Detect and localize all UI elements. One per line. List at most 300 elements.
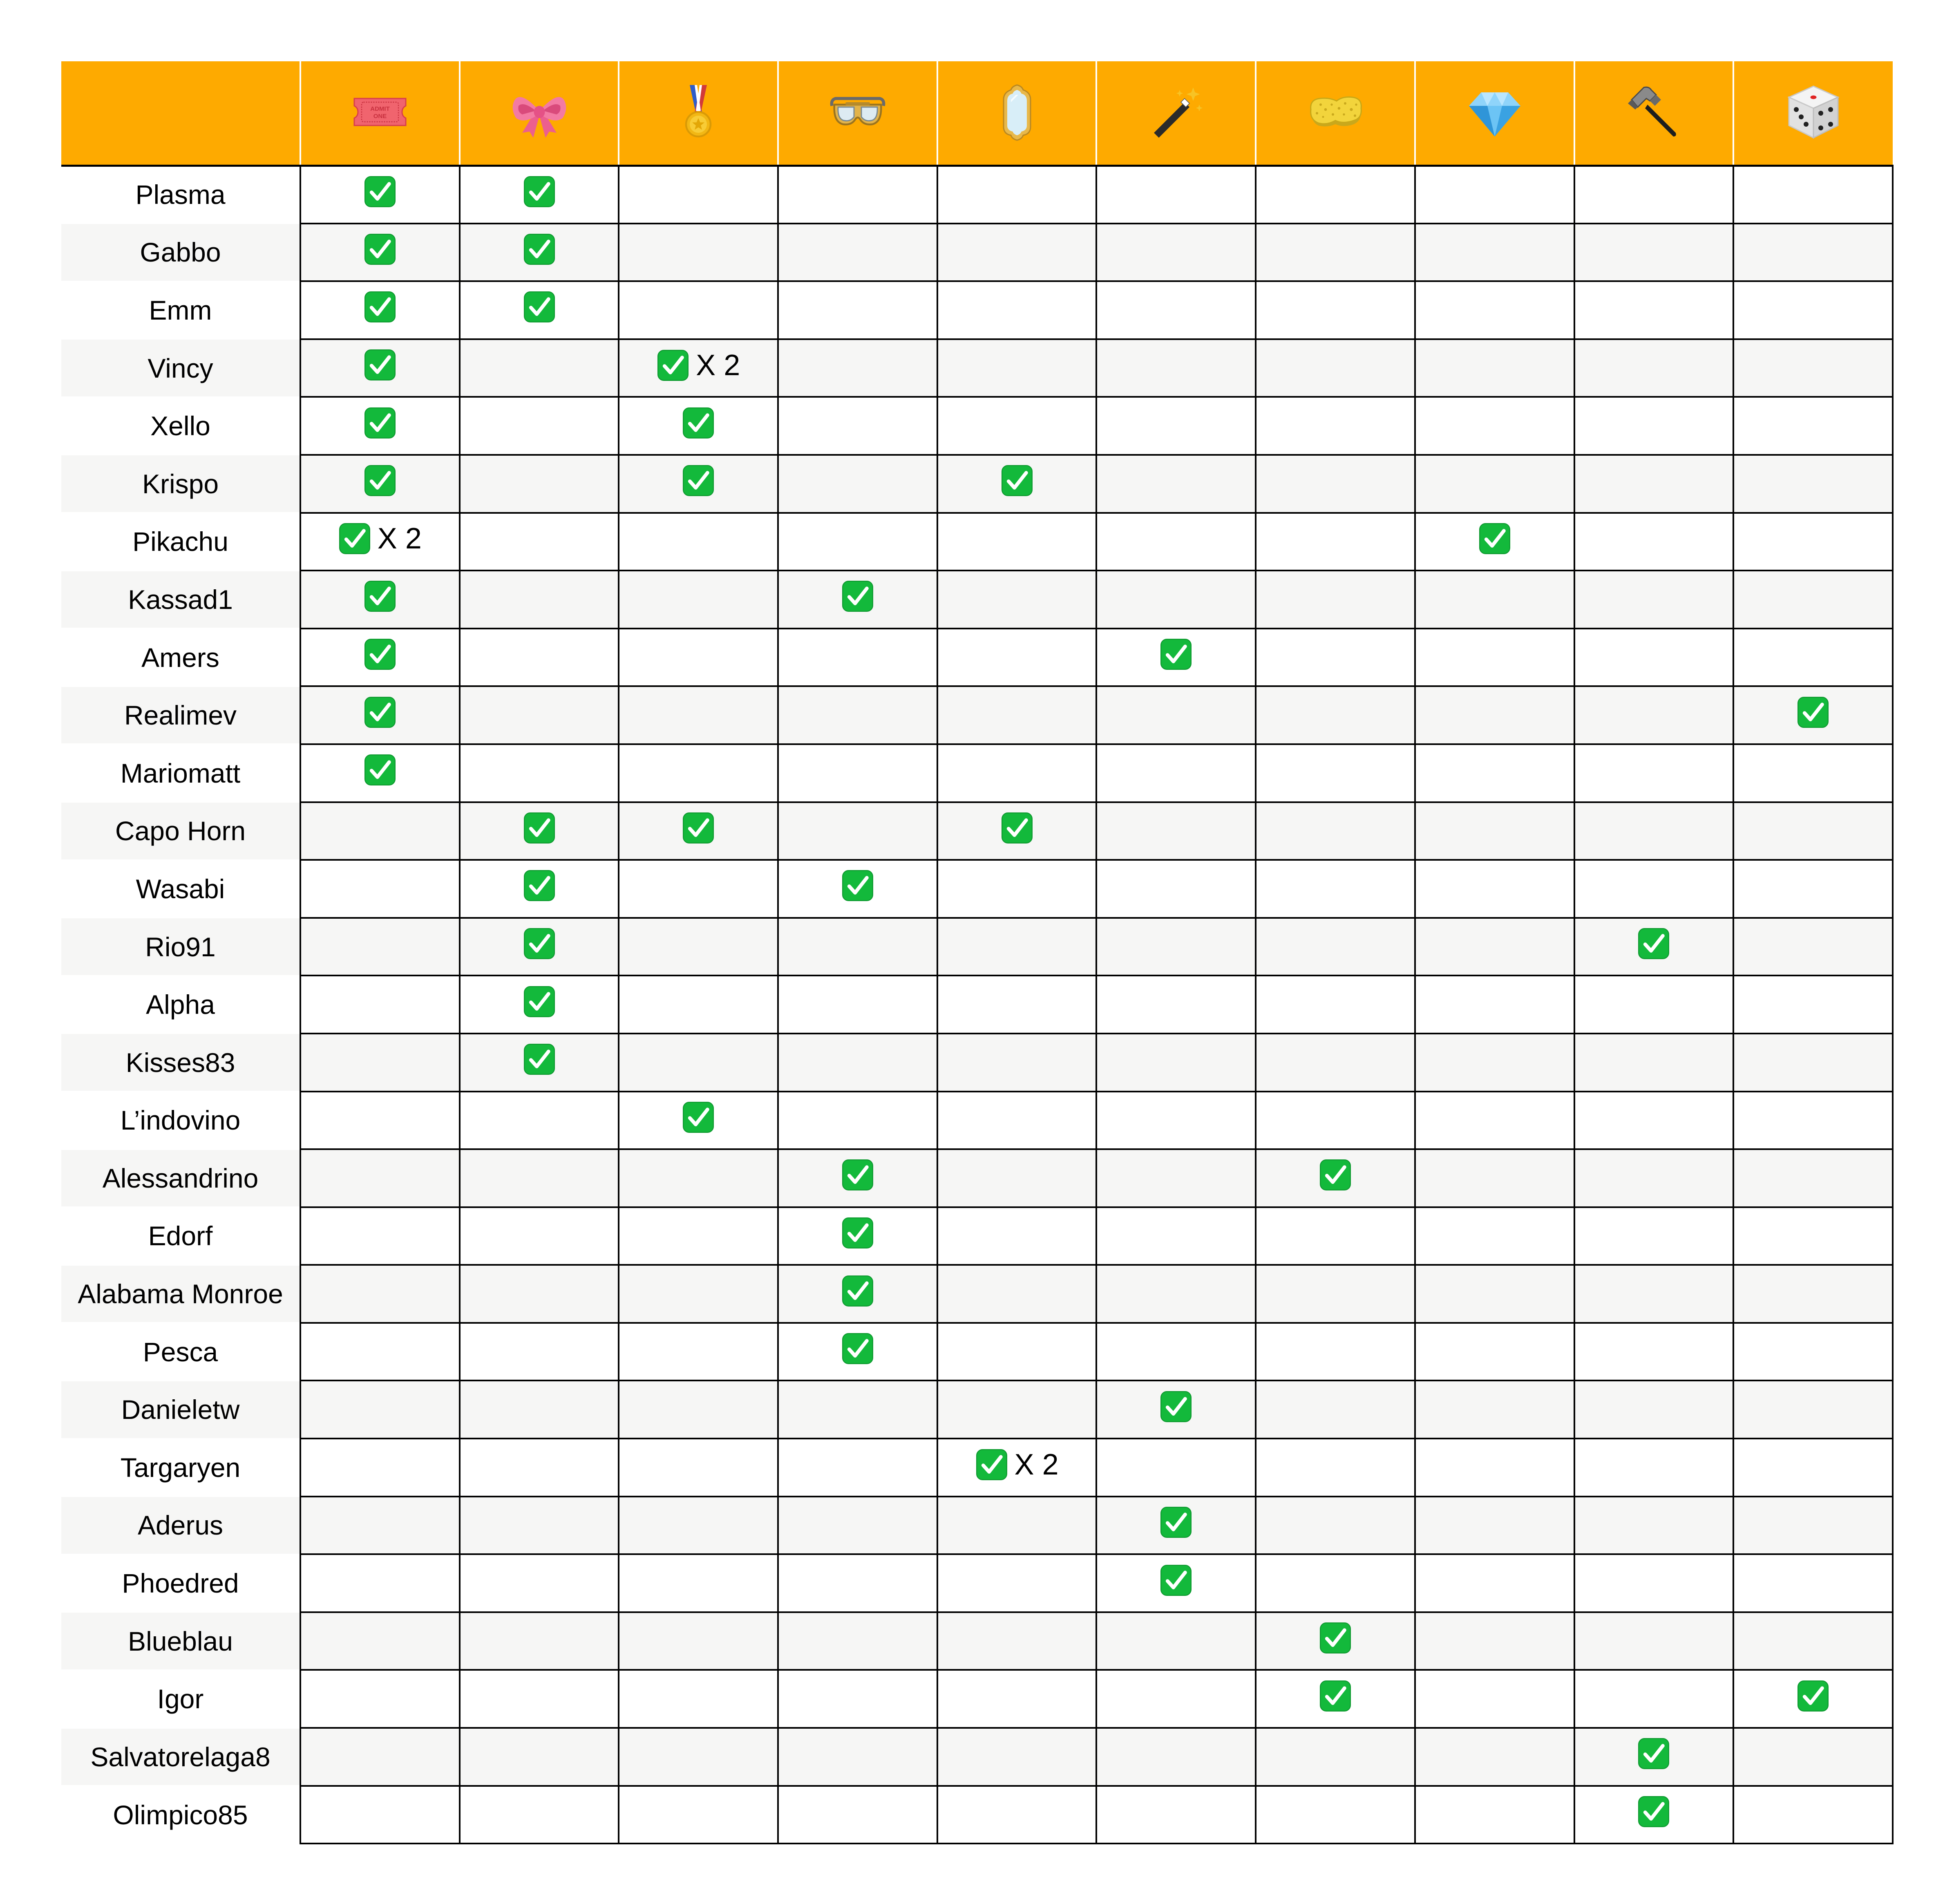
cell-ribbon <box>460 397 619 455</box>
check-mark-group <box>841 1275 874 1307</box>
cell-medal <box>619 860 778 918</box>
cell-wand <box>1096 1380 1256 1439</box>
header-corner-cell <box>61 61 300 166</box>
cell-medal <box>619 918 778 976</box>
check-mark-icon <box>657 349 689 382</box>
cell-medal <box>619 1034 778 1092</box>
cell-wand <box>1096 1612 1256 1670</box>
check-mark-icon <box>523 985 556 1018</box>
cell-die <box>1733 802 1893 860</box>
check-mark-icon <box>364 291 396 323</box>
cell-sponge <box>1256 918 1415 976</box>
check-mark-icon <box>1319 1622 1352 1654</box>
cell-die <box>1733 571 1893 629</box>
cell-gem <box>1415 1728 1574 1786</box>
cell-mirror <box>937 166 1097 224</box>
table-row <box>61 513 1893 571</box>
check-mark-icon <box>1001 464 1033 497</box>
cell-hammer <box>1574 686 1734 744</box>
check-mark-icon <box>1160 638 1192 671</box>
admit-one-ticket-icon <box>349 81 411 143</box>
cell-wand <box>1096 918 1256 976</box>
check-mark-icon <box>682 464 715 497</box>
cell-medal <box>619 397 778 455</box>
check-mark-icon <box>682 812 715 844</box>
cell-gem <box>1415 975 1574 1034</box>
cell-wand <box>1096 629 1256 687</box>
check-mark-group <box>841 1217 874 1249</box>
multiplier-label: X 2 <box>1014 1448 1059 1481</box>
cell-medal <box>619 571 778 629</box>
cell-gem <box>1415 281 1574 339</box>
table-row <box>61 629 1893 687</box>
cell-mirror <box>937 629 1097 687</box>
cell-wand <box>1096 1497 1256 1555</box>
cell-ribbon <box>460 1728 619 1786</box>
cell-sponge <box>1256 1497 1415 1555</box>
table-row <box>61 802 1893 860</box>
cell-hammer <box>1574 513 1734 571</box>
cell-goggles <box>778 339 937 397</box>
cell-goggles <box>778 455 937 513</box>
cell-hammer <box>1574 802 1734 860</box>
participant-name-cell: Realimev <box>61 686 300 744</box>
cell-goggles <box>778 1034 937 1092</box>
check-mark-icon <box>841 1275 874 1307</box>
cell-wand <box>1096 1439 1256 1497</box>
cell-medal <box>619 1786 778 1844</box>
cell-sponge <box>1256 571 1415 629</box>
check-mark-icon <box>364 638 396 671</box>
cell-wand <box>1096 1207 1256 1265</box>
cell-wand <box>1096 166 1256 224</box>
check-mark-icon <box>1797 696 1829 729</box>
check-mark-group <box>1319 1622 1352 1654</box>
cell-gem <box>1415 1670 1574 1728</box>
cell-goggles <box>778 1670 937 1728</box>
cell-sponge <box>1256 1728 1415 1786</box>
cell-ribbon <box>460 1612 619 1670</box>
check-mark-group <box>1160 638 1192 671</box>
cell-gem <box>1415 802 1574 860</box>
cell-wand <box>1096 1554 1256 1612</box>
check-mark-icon <box>1797 1680 1829 1712</box>
cell-goggles <box>778 1207 937 1265</box>
participant-name-cell: L’indovino <box>61 1092 300 1150</box>
cell-ticket <box>300 1265 460 1323</box>
cell-medal <box>619 1554 778 1612</box>
cell-hammer <box>1574 571 1734 629</box>
table-body <box>61 166 1893 1844</box>
cell-gem <box>1415 1786 1574 1844</box>
check-mark-group <box>523 927 556 960</box>
check-mark-group <box>682 407 715 439</box>
table-row <box>61 1439 1893 1497</box>
cell-ticket <box>300 1207 460 1265</box>
cell-hammer <box>1574 975 1734 1034</box>
cell-ticket <box>300 397 460 455</box>
table-row <box>61 918 1893 976</box>
cell-mirror <box>937 1265 1097 1323</box>
multiplier-label: X 2 <box>377 522 422 555</box>
cell-ribbon <box>460 629 619 687</box>
column-header-goggles <box>778 61 937 166</box>
cell-medal <box>619 1265 778 1323</box>
participant-name-cell: Aderus <box>61 1497 300 1555</box>
mirror-icon <box>986 81 1048 143</box>
cell-sponge <box>1256 860 1415 918</box>
cell-ribbon <box>460 686 619 744</box>
check-mark-group <box>682 464 715 497</box>
cell-die <box>1733 975 1893 1034</box>
column-header-mirror <box>937 61 1097 166</box>
participant-name-cell: Pesca <box>61 1323 300 1381</box>
cell-ticket <box>300 1728 460 1786</box>
participant-name-cell: Danieletw <box>61 1380 300 1439</box>
check-mark-icon <box>682 1101 715 1134</box>
cell-mirror <box>937 1149 1097 1207</box>
cell-die <box>1733 1497 1893 1555</box>
cell-goggles <box>778 397 937 455</box>
cell-mirror <box>937 513 1097 571</box>
cell-goggles <box>778 1149 937 1207</box>
cell-mirror <box>937 1670 1097 1728</box>
cell-wand <box>1096 571 1256 629</box>
cell-mirror <box>937 975 1097 1034</box>
check-mark-group <box>523 1043 556 1076</box>
cell-gem <box>1415 571 1574 629</box>
cell-sponge <box>1256 1323 1415 1381</box>
cell-wand <box>1096 455 1256 513</box>
table-row <box>61 455 1893 513</box>
cell-hammer <box>1574 918 1734 976</box>
cell-goggles <box>778 1323 937 1381</box>
cell-mirror <box>937 1439 1097 1497</box>
cell-wand <box>1096 397 1256 455</box>
cell-die <box>1733 1323 1893 1381</box>
cell-sponge <box>1256 1207 1415 1265</box>
table-row <box>61 224 1893 282</box>
check-mark-icon <box>523 175 556 208</box>
cell-ticket <box>300 1092 460 1150</box>
cell-ticket <box>300 918 460 976</box>
cell-ribbon <box>460 1149 619 1207</box>
check-mark-icon <box>1160 1390 1192 1423</box>
cell-medal <box>619 975 778 1034</box>
cell-mirror <box>937 1092 1097 1150</box>
check-mark-group <box>1319 1680 1352 1712</box>
cell-medal <box>619 1497 778 1555</box>
check-mark-icon <box>364 580 396 613</box>
cell-ribbon <box>460 1670 619 1728</box>
check-mark-group <box>682 1101 715 1134</box>
cell-wand <box>1096 1670 1256 1728</box>
check-mark-icon <box>1319 1159 1352 1191</box>
check-mark-icon <box>523 233 556 266</box>
check-mark-group <box>657 349 740 382</box>
cell-hammer <box>1574 860 1734 918</box>
cell-mirror <box>937 744 1097 802</box>
cell-sponge <box>1256 975 1415 1034</box>
cell-wand <box>1096 281 1256 339</box>
cell-gem <box>1415 1149 1574 1207</box>
check-mark-group <box>364 638 396 671</box>
cell-die <box>1733 1439 1893 1497</box>
cell-sponge <box>1256 1265 1415 1323</box>
participant-name-cell: Kassad1 <box>61 571 300 629</box>
check-mark-icon <box>841 1217 874 1249</box>
cell-sponge <box>1256 686 1415 744</box>
check-mark-icon <box>1160 1564 1192 1597</box>
check-mark-group <box>1637 1737 1670 1770</box>
cell-goggles <box>778 918 937 976</box>
participant-name-cell: Blueblau <box>61 1612 300 1670</box>
sports-medal-icon <box>668 81 729 143</box>
cell-mirror <box>937 918 1097 976</box>
check-mark-icon <box>364 696 396 729</box>
cell-mirror <box>937 1612 1097 1670</box>
cell-ticket <box>300 1670 460 1728</box>
cell-die <box>1733 1380 1893 1439</box>
cell-sponge <box>1256 1034 1415 1092</box>
participant-name-cell: Kisses83 <box>61 1034 300 1092</box>
cell-hammer <box>1574 1207 1734 1265</box>
check-mark-icon <box>1478 522 1511 555</box>
participant-name-cell: Amers <box>61 629 300 687</box>
cell-wand <box>1096 224 1256 282</box>
check-mark-icon <box>523 869 556 902</box>
cell-gem <box>1415 1380 1574 1439</box>
header-row <box>61 61 1893 166</box>
cell-medal <box>619 455 778 513</box>
cell-wand <box>1096 1265 1256 1323</box>
participant-name-cell: Targaryen <box>61 1439 300 1497</box>
cell-hammer <box>1574 629 1734 687</box>
check-mark-icon <box>1637 1795 1670 1828</box>
participant-name-cell: Igor <box>61 1670 300 1728</box>
cell-gem <box>1415 744 1574 802</box>
cell-wand <box>1096 1149 1256 1207</box>
cell-die <box>1733 918 1893 976</box>
cell-wand <box>1096 975 1256 1034</box>
cell-ribbon <box>460 1265 619 1323</box>
check-mark-group <box>1797 1680 1829 1712</box>
cell-sponge <box>1256 1786 1415 1844</box>
check-mark-icon <box>975 1448 1008 1481</box>
cell-medal <box>619 1439 778 1497</box>
cell-ribbon <box>460 1323 619 1381</box>
table-row <box>61 166 1893 224</box>
cell-gem <box>1415 224 1574 282</box>
multiplier-label: X 2 <box>696 349 740 382</box>
check-mark-group <box>523 291 556 323</box>
cell-sponge <box>1256 166 1415 224</box>
cell-ribbon <box>460 1439 619 1497</box>
table-row <box>61 1265 1893 1323</box>
cell-ticket <box>300 802 460 860</box>
hammer-icon <box>1623 81 1684 143</box>
table-row <box>61 860 1893 918</box>
cell-ribbon <box>460 224 619 282</box>
table-row <box>61 1149 1893 1207</box>
cell-ticket <box>300 1497 460 1555</box>
cell-mirror <box>937 455 1097 513</box>
check-mark-group <box>364 233 396 266</box>
check-mark-icon <box>364 175 396 208</box>
cell-ribbon <box>460 1497 619 1555</box>
cell-hammer <box>1574 281 1734 339</box>
check-mark-group <box>364 696 396 729</box>
check-mark-icon <box>364 349 396 381</box>
cell-die <box>1733 1034 1893 1092</box>
check-mark-group <box>841 869 874 902</box>
safety-goggles-icon <box>827 81 888 143</box>
game-die-icon <box>1783 81 1844 143</box>
cell-hammer <box>1574 744 1734 802</box>
cell-die <box>1733 1149 1893 1207</box>
cell-sponge <box>1256 513 1415 571</box>
check-mark-group <box>1478 522 1511 555</box>
cell-ticket <box>300 686 460 744</box>
cell-mirror <box>937 281 1097 339</box>
cell-mirror <box>937 1554 1097 1612</box>
check-mark-icon <box>364 464 396 497</box>
participant-name-cell: Vincy <box>61 339 300 397</box>
cell-sponge <box>1256 1554 1415 1612</box>
cell-wand <box>1096 1323 1256 1381</box>
cell-ribbon <box>460 166 619 224</box>
cell-wand <box>1096 860 1256 918</box>
participant-name-cell: Wasabi <box>61 860 300 918</box>
cell-hammer <box>1574 339 1734 397</box>
cell-gem <box>1415 1497 1574 1555</box>
participant-name-cell: Salvatorelaga8 <box>61 1728 300 1786</box>
cell-ribbon <box>460 975 619 1034</box>
check-mark-group <box>841 1332 874 1365</box>
table-row <box>61 744 1893 802</box>
cell-gem <box>1415 1092 1574 1150</box>
cell-sponge <box>1256 1670 1415 1728</box>
check-mark-group <box>364 291 396 323</box>
cell-mirror <box>937 571 1097 629</box>
cell-ticket <box>300 339 460 397</box>
table-row <box>61 1497 1893 1555</box>
cell-mirror <box>937 860 1097 918</box>
cell-goggles <box>778 1265 937 1323</box>
cell-die <box>1733 1670 1893 1728</box>
cell-hammer <box>1574 1323 1734 1381</box>
check-mark-group <box>682 812 715 844</box>
check-mark-group <box>364 580 396 613</box>
column-header-ticket <box>300 61 460 166</box>
cell-ribbon <box>460 1207 619 1265</box>
check-mark-group <box>364 754 396 786</box>
cell-ticket <box>300 1612 460 1670</box>
check-mark-icon <box>523 927 556 960</box>
cell-hammer <box>1574 224 1734 282</box>
participant-name-cell: Olimpico85 <box>61 1786 300 1844</box>
cell-goggles <box>778 975 937 1034</box>
cell-ticket <box>300 166 460 224</box>
cell-die <box>1733 1786 1893 1844</box>
cell-hammer <box>1574 1670 1734 1728</box>
cell-wand <box>1096 744 1256 802</box>
table-row <box>61 281 1893 339</box>
cell-mirror <box>937 1207 1097 1265</box>
cell-ribbon <box>460 281 619 339</box>
cell-sponge <box>1256 1612 1415 1670</box>
cell-gem <box>1415 1439 1574 1497</box>
cell-hammer <box>1574 166 1734 224</box>
cell-gem <box>1415 1265 1574 1323</box>
cell-sponge <box>1256 1439 1415 1497</box>
cell-gem <box>1415 397 1574 455</box>
ticket-text-top: ADMIT <box>370 105 390 112</box>
cell-sponge <box>1256 1380 1415 1439</box>
cell-sponge <box>1256 1149 1415 1207</box>
participant-name-cell: Rio91 <box>61 918 300 976</box>
check-mark-group <box>364 407 396 439</box>
cell-gem <box>1415 339 1574 397</box>
check-mark-icon <box>841 1332 874 1365</box>
cell-wand <box>1096 1786 1256 1844</box>
cell-gem <box>1415 455 1574 513</box>
check-mark-icon <box>1001 812 1033 844</box>
check-mark-group <box>841 580 874 613</box>
check-mark-group <box>523 233 556 266</box>
cell-mirror <box>937 339 1097 397</box>
cell-goggles <box>778 1497 937 1555</box>
cell-die <box>1733 455 1893 513</box>
cell-ticket <box>300 744 460 802</box>
cell-gem <box>1415 1612 1574 1670</box>
cell-die <box>1733 629 1893 687</box>
check-mark-group <box>364 464 396 497</box>
table-row <box>61 1612 1893 1670</box>
cell-hammer <box>1574 455 1734 513</box>
cell-wand <box>1096 686 1256 744</box>
cell-hammer <box>1574 1439 1734 1497</box>
cell-mirror <box>937 1323 1097 1381</box>
cell-medal <box>619 629 778 687</box>
cell-gem <box>1415 1034 1574 1092</box>
cell-wand <box>1096 1092 1256 1150</box>
table-row <box>61 1554 1893 1612</box>
cell-die <box>1733 513 1893 571</box>
participant-name-cell: Alpha <box>61 975 300 1034</box>
check-mark-group <box>364 349 396 381</box>
cell-medal <box>619 1207 778 1265</box>
cell-wand <box>1096 513 1256 571</box>
check-mark-icon <box>1319 1680 1352 1712</box>
cell-medal <box>619 1092 778 1150</box>
sponge-icon <box>1305 81 1366 143</box>
column-header-die <box>1733 61 1893 166</box>
participant-name-cell: Krispo <box>61 455 300 513</box>
check-mark-group <box>1797 696 1829 729</box>
cell-goggles <box>778 1380 937 1439</box>
cell-mirror <box>937 397 1097 455</box>
cell-goggles <box>778 1786 937 1844</box>
table-row <box>61 571 1893 629</box>
cell-medal <box>619 802 778 860</box>
cell-medal <box>619 744 778 802</box>
participant-name-cell: Edorf <box>61 1207 300 1265</box>
cell-ticket <box>300 281 460 339</box>
cell-medal <box>619 166 778 224</box>
cell-goggles <box>778 629 937 687</box>
cell-die <box>1733 224 1893 282</box>
